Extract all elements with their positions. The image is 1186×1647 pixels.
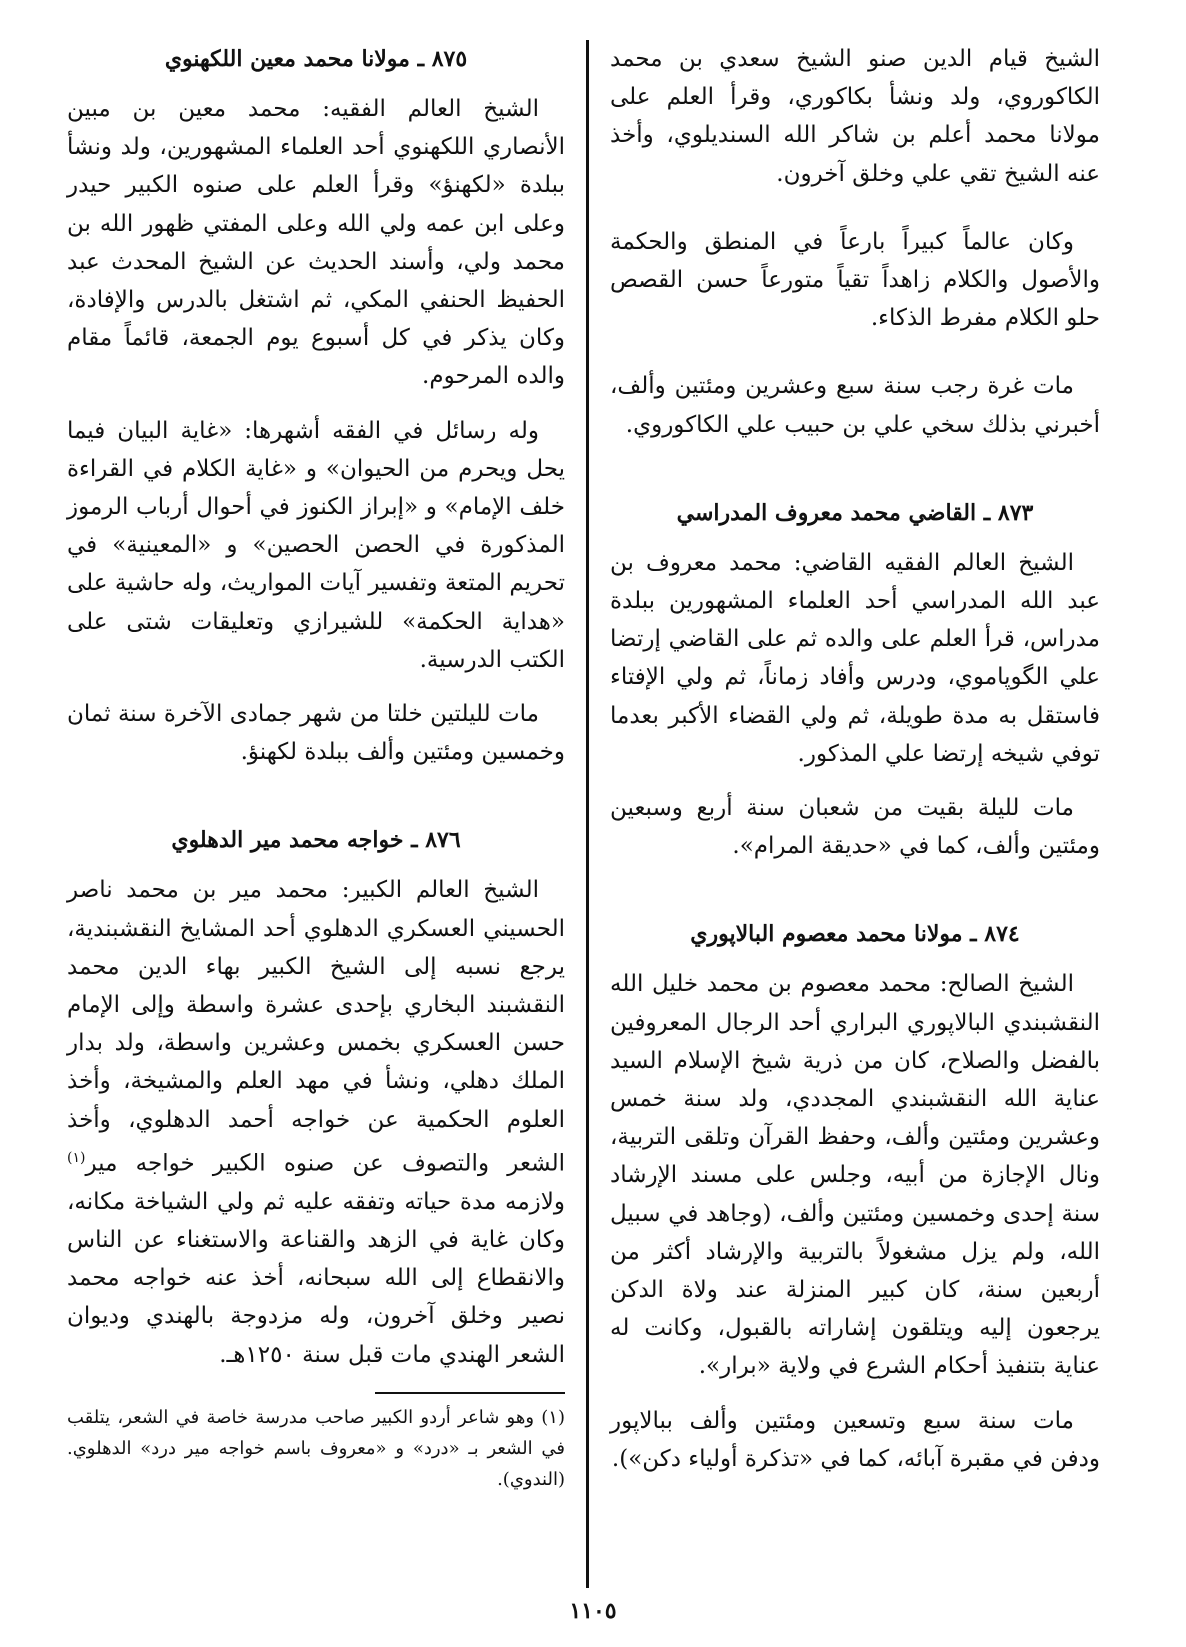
entry-873-death: مات لليلة بقيت من شعبان سنة أربع وسبعين ومئتين وألف، كما في «حديقة المرام».	[610, 795, 1100, 860]
left-column	[67, 40, 565, 1495]
entry-874-death: مات سنة سبع وتسعين ومئتين وألف ببالاپور ودفن في مقبرة آبائه، كما في «تذكرة أولياء دكن»).	[610, 1407, 1100, 1472]
page-number: ١١٠٥	[569, 1598, 617, 1624]
entry-876-body	[67, 871, 565, 1373]
entry-875-death: مات لليلتين خلتا من شهر جمادى الآخرة سنة ثمان وخمسين ومئتين وألف ببلدة لكهنؤ.	[67, 701, 565, 766]
entry-875-body: الشيخ العالم الفقيه: محمد معين بن مبين الأنصاري اللكهنوي أحد العلماء المشهورين، ولد ونشأ ببلدة «لكهنؤ» وقرأ العلم على صنوه الكبير حيدر وعلى ابن عمه ولي الله وعلى المفتي ظهور الله بن محمد ولي، وأسند الحديث عن الشيخ المحدث عبد الحفيظ الحنفي المكي، ثم اشتغل بالدرس والإفادة، وكان يذكر في كل أسبوع يوم الجمعة، قائماً مقام والده المرحوم.	[67, 96, 565, 390]
entry-873-heading: ٨٧٣ ـ القاضي محمد معروف المدراسي	[676, 499, 1034, 526]
entry-875-works: وله رسائل في الفقه أشهرها: «غاية البيان فيما يحل ويحرم من الحيوان» و «غاية الكلام في القراءة خلف الإمام» و «إبراز الكنوز في أحوال أرباب الرموز المذكورة في الحصن الحصين» و «المعينية» في تحريم المتعة وتفسير آيات المواريث، وله حاشية على «هداية الحكمة» للشيرازي وتعليقات شتى على الكتب الدرسية.	[67, 417, 565, 673]
entry-872-character: وكان عالماً كبيراً بارعاً في المنطق والحكمة والأصول والكلام زاهداً تقياً متورعاً حسن القصص حلو الكلام مفرط الذكاء.	[610, 228, 1100, 332]
entry-876-heading: ٨٧٦ ـ خواجه محمد مير الدهلوي	[171, 827, 461, 854]
column-divider	[586, 40, 589, 1588]
entry-872-death: مات غرة رجب سنة سبع وعشرين ومئتين وألف، أخبرني بذلك سخي علي بن حبيب علي الكاكوروي.	[610, 373, 1100, 438]
entry-874-body: الشيخ الصالح: محمد معصوم بن محمد خليل الله النقشبندي البالاپوري البراري أحد الرجال المعروفين بالفضل والصلاح، كان من ذرية شيخ الإسلام السيد عناية الله النقشبندي المجددي، ولد سنة خمس وعشرين ومئتين وألف، وحفظ القرآن وتلقى التربية، ونال الإجازة من أبيه، وجلس على مسند الإرشاد سنة إحدى وخمسين ومئتين وألف، (وجاهد في سبيل الله، ولم يزل مشغولاً بالتربية والإرشاد أكثر من أربعين سنة، كان كبير المنزلة عند ولاة الدكن يرجعون إليه ويتلقون إشاراته بالقبول، وكانت له عناية بتنفيذ أحكام الشرع في ولاية «برار».	[610, 971, 1100, 1380]
footnote: (١) وهو شاعر أردو الكبير صاحب مدرسة خاصة في الشعر، يتلقب في الشعر بـ «درد» و «معروف باسم خواجه مير درد» الدهلوي. (الندوي).	[67, 1406, 565, 1490]
footnote-separator	[375, 1392, 565, 1394]
right-column	[610, 40, 1100, 1494]
entry-875-heading: ٨٧٥ ـ مولانا محمد معين اللكهنوي	[164, 46, 468, 72]
entry-876-body-text: الشيخ العالم الكبير: محمد مير بن محمد ناصر الحسيني العسكري الدهلوي أحد المشايخ النقشبندية، يرجع نسبه إلى الشيخ الكبير بهاء الدين محمد النقشبند البخاري بإحدى عشرة واسطة وإلى الإمام حسن العسكري بخمس وعشرين واسطة، ولد بدار الملك دهلي، ونشأ في مهد العلم والمشيخة، وأخذ العلوم الحكمية عن خواجه أحمد الدهلوي، وأخذ الشعر والتصوف عن صنوه الكبير خواجه مير	[67, 877, 565, 1177]
entry-874-heading: ٨٧٤ ـ مولانا محمد معصوم البالاپوري	[690, 921, 1020, 948]
entry-873-body: الشيخ العالم الفقيه القاضي: محمد معروف بن عبد الله المدراسي أحد العلماء المشهورين ببلدة مدراس، قرأ العلم على والده ثم على القاضي إرتضا علي الگوپاموي، ودرس وأفاد زماناً، ثم ولي الإفتاء فاستقل به مدة طويلة، ثم ولي القضاء الأكبر بعدما توفي شيخه إرتضا علي المذكور.	[610, 549, 1100, 767]
footnote-marker: (١)	[67, 1149, 86, 1166]
entry-876-body-continued: ولازمه مدة حياته وتفقه عليه ثم ولي الشياخة مكانه، وكان غاية في الزهد والقناعة والاستغناء عن الناس والانقطاع إلى الله سبحانه، أخذ عنه خواجه محمد نصير وخلق آخرون، وله مزدوجة بالهندي وديوان الشعر الهندي مات قبل سنة ١٢٥٠هـ.	[67, 1188, 565, 1368]
entry-872-intro: الشيخ قيام الدين صنو الشيخ سعدي بن محمد الكاكوروي، ولد ونشأ بكاكوري، وقرأ العلم على مولانا محمد أعلم بن شاكر الله السنديلوي، وأخذ عنه الشيخ تقي علي وخلق آخرون.	[610, 46, 1100, 187]
